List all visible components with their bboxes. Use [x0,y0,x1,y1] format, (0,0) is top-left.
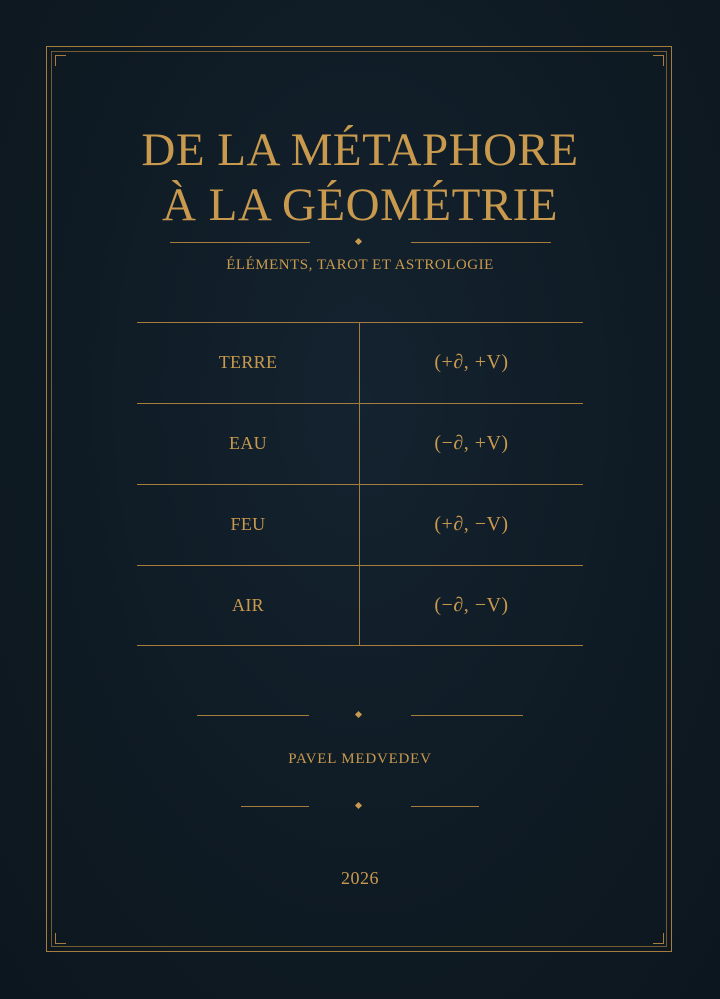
elements-table [137,322,583,646]
table-cell-coords-feu: (+∂, −V) [434,513,509,535]
author-divider-top-right-rule [411,715,523,716]
corner-ornament-top-left [55,55,66,66]
publication-year: 2026 [341,868,379,888]
title-divider-right-rule [411,242,551,243]
corner-ornament-top-right [653,55,664,66]
table-cell-element-eau: EAU [229,433,267,453]
table-cell-coords-eau: (−∂, +V) [434,432,509,454]
table-cell-coords-terre: (+∂, +V) [434,351,509,373]
author-divider-bottom-right-rule [411,806,479,807]
table-cell-element-air: AIR [232,595,264,615]
title-line-1: DE LA MÉTAPHORE [141,124,579,176]
corner-ornament-bottom-left [55,933,66,944]
table-cell-element-terre: TERRE [218,352,278,372]
table-cell-coords-air: (−∂, −V) [434,594,509,616]
subtitle: ÉLÉMENTS, TAROT ET ASTROLOGIE [226,257,494,273]
author-divider-bottom-left-rule [241,806,309,807]
title-divider-left-rule [170,242,310,243]
corner-ornament-bottom-right [653,933,664,944]
title-line-2: À LA GÉOMÉTRIE [161,179,558,231]
author-name: PAVEL MEDVEDEV [288,751,432,767]
author-divider-top-left-rule [197,715,309,716]
table-cell-element-feu: FEU [230,514,266,534]
